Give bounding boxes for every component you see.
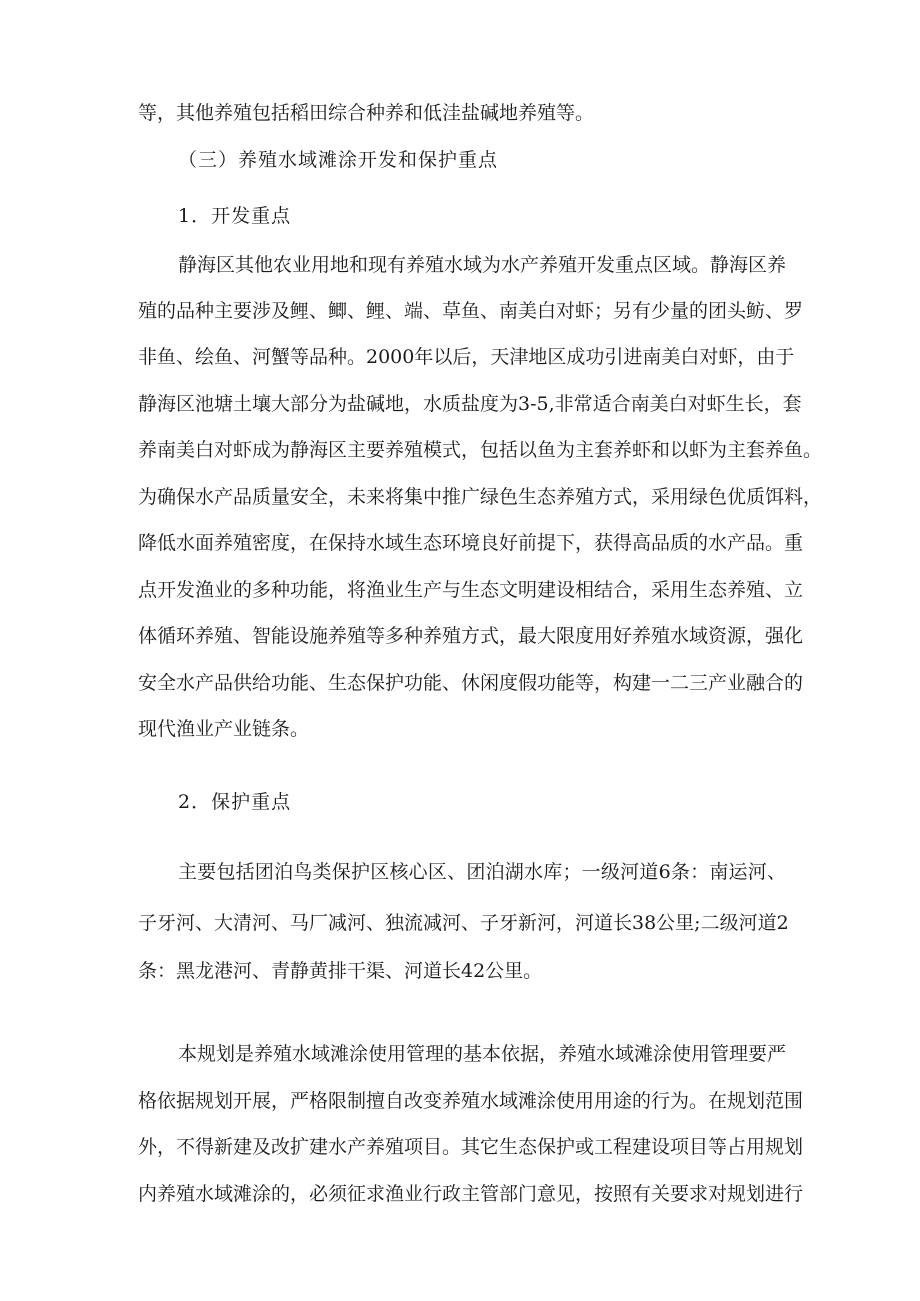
para1-line: 殖的品种主要涉及鲤、鲫、鲤、端、草鱼、南美白对虾；另有少量的团头鲂、罗: [138, 300, 804, 322]
para1-line: 降低水面养殖密度，在保持水域生态环境良好前提下，获得高品质的水产品。重: [138, 532, 804, 554]
para1-line: 现代渔业产业链条。: [138, 718, 310, 740]
para1-line: 非鱼、绘鱼、河蟹等品种。2000年以后，天津地区成功引进南美白对虾，由于: [138, 346, 795, 368]
para1-line: 体循环养殖、智能设施养殖等多种养殖方式，最大限度用好养殖水域资源，强化: [138, 625, 804, 647]
para2-line: 主要包括团泊鸟类保护区核心区、团泊湖水库；一级河道6条：南运河、: [178, 861, 786, 883]
para3-line: 内养殖水域滩涂的，必须征求渔业行政主管部门意见，按照有关要求对规划进行: [138, 1183, 804, 1205]
para1-line: 点开发渔业的多种功能，将渔业生产与生态文明建设相结合，采用生态养殖、立: [138, 579, 804, 601]
para3-line: 本规划是养殖水域滩涂使用管理的基本依据，养殖水域滩涂使用管理要严: [178, 1043, 787, 1065]
para1-line: 静海区池塘土壤大部分为盐碱地，水质盐度为3-5,非常适合南美白对虾生长，套: [138, 393, 802, 415]
para3-line: 外，不得新建及改扩建水产养殖项目。其它生态保护或工程建设项目等占用规划: [138, 1136, 804, 1158]
intro-line: 等，其他养殖包括稻田综合种养和低洼盐碱地养殖等。: [138, 102, 595, 124]
para3-line: 格依据规划开展，严格限制擅自改变养殖水域滩涂使用用途的行为。在规划范围: [138, 1090, 804, 1112]
para2-line: 条：黑龙港河、青静黄排干渠、河道长42公里。: [138, 960, 543, 982]
para1-line: 为确保水产品质量安全，未来将集中推广绿色生态养殖方式，采用绿色优质饵料，: [138, 486, 823, 508]
para2-line: 子牙河、大清河、马厂减河、独流减河、子牙新河，河道长38公里;二级河道2: [138, 912, 789, 934]
para1-line: 安全水产品供给功能、生态保护功能、休闲度假功能等，构建一二三产业融合的: [138, 672, 804, 694]
subsection-title-protection: 2．保护重点: [178, 791, 292, 813]
para1-line: 养南美白对虾成为静海区主要养殖模式，包括以鱼为主套养虾和以虾为主套养鱼。: [138, 439, 823, 461]
section-title: （三）养殖水域滩涂开发和保护重点: [178, 149, 499, 171]
para1-line: 静海区其他农业用地和现有养殖水域为水产养殖开发重点区域。静海区养: [178, 254, 787, 276]
subsection-title-development: 1．开发重点: [178, 205, 292, 227]
